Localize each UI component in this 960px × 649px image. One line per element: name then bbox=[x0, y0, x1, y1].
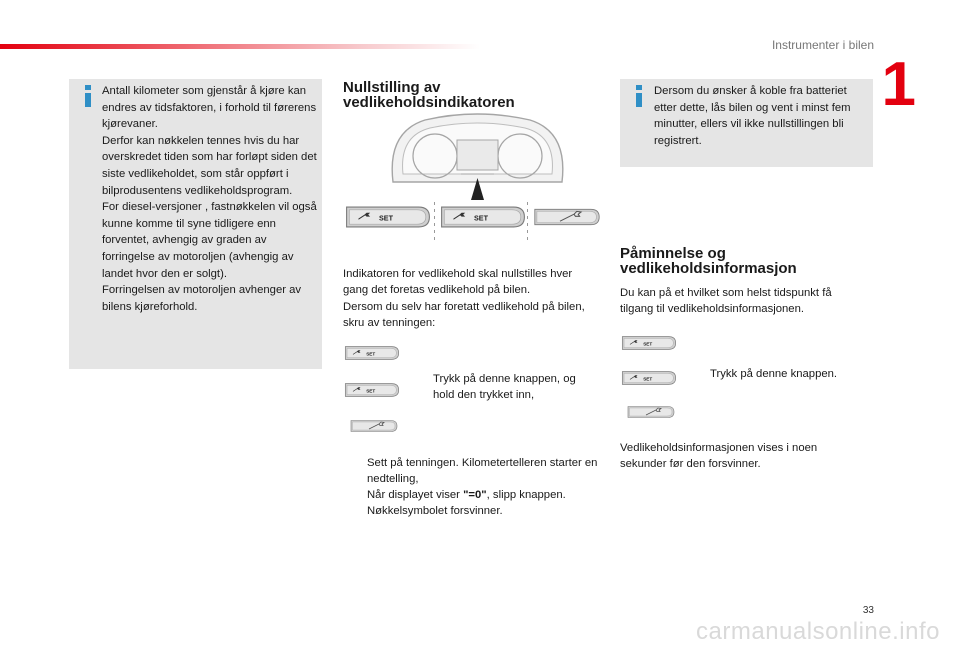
section-title: Instrumenter i bilen bbox=[771, 38, 874, 52]
set-button-illustration bbox=[620, 368, 678, 388]
svg-text:SET: SET bbox=[643, 341, 653, 347]
set-button-illustration bbox=[438, 202, 528, 232]
svg-text:SET: SET bbox=[366, 388, 376, 394]
set-button-illustration bbox=[343, 202, 433, 232]
info-paragraph: Derfor kan nøkkelen tennes hvis du har overskredet tiden som har forløpt siden det siste vedlikeholdet, som står oppført i bilprodusentens vedlikeholdsprogram. bbox=[102, 134, 317, 197]
info-paragraph: Forringelsen av motoroljen avhenger av bilens kjøreforhold. bbox=[102, 284, 302, 313]
info-right-text: Dersom du ønsker å koble fra batteriet etter dette, lås bilen og vent i minst fem minutter, ellers vil ikke nullstillingen bli registrert. bbox=[654, 85, 851, 147]
set-button-illustration bbox=[620, 333, 678, 353]
page-number: 33 bbox=[862, 605, 874, 616]
reset-heading: Nullstilling av vedlikeholdsindikatoren bbox=[343, 79, 515, 111]
instrument-cluster-illustration bbox=[385, 112, 570, 204]
watermark: carmanualsonline.info bbox=[696, 618, 940, 645]
info-left-text bbox=[102, 83, 317, 315]
divider bbox=[434, 202, 435, 244]
svg-text:SET: SET bbox=[474, 213, 488, 223]
info-paragraph: For diesel-versjoner , fastnøkkelen vil også kunne komme til syne tidligere enn forventet, avhengig av graden av forringelse av motoroljen (avhengig av landet hvor den er solgt). bbox=[102, 201, 317, 280]
info-paragraph: Antall kilometer som gjenstår å kjøre kan endres av tidsfaktoren, i forhold til førerens kjørevaner. bbox=[102, 85, 317, 131]
reminder-outro: Vedlikeholdsinformasjonen vises i noen sekunder før den forsvinner. bbox=[620, 442, 818, 471]
reminder-intro: Du kan på et hvilket som helst tidspunkt få tilgang til vedlikeholdsinformasjonen. bbox=[620, 287, 832, 316]
set-button-illustration bbox=[343, 380, 401, 400]
svg-text:SET: SET bbox=[643, 376, 653, 382]
set-button-illustration bbox=[343, 343, 401, 363]
svg-text:SET: SET bbox=[366, 351, 376, 357]
wrench-button-illustration bbox=[626, 402, 676, 422]
info-box-right bbox=[620, 79, 873, 167]
wrench-button-illustration bbox=[349, 416, 399, 436]
wrench-button-illustration bbox=[532, 202, 602, 232]
chapter-number: 1 bbox=[881, 50, 916, 119]
reminder-heading: Påminnelse og vedlikeholdsinformasjon bbox=[620, 245, 797, 277]
info-icon bbox=[83, 85, 93, 109]
top-accent-bar bbox=[0, 44, 480, 49]
divider bbox=[527, 202, 528, 244]
svg-text:SET: SET bbox=[379, 213, 393, 223]
reset-intro: Indikatoren for vedlikehold skal nullstilles hver gang det foretas vedlikehold på bilen. Dersom du selv har foretatt vedlikehold på bilen, skru av tenningen: bbox=[343, 268, 585, 330]
info-box-left bbox=[69, 79, 322, 369]
info-icon bbox=[634, 85, 644, 109]
